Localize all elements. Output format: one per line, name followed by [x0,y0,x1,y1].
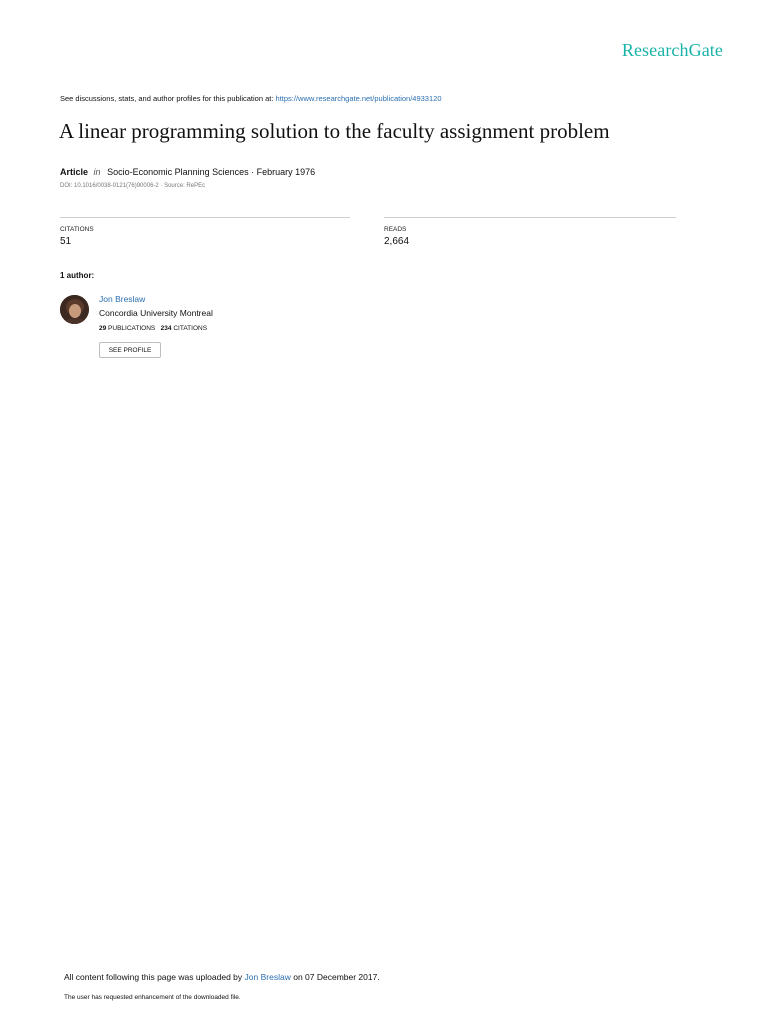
publication-type: Article [60,167,89,177]
see-profile-button[interactable]: SEE PROFILE [99,342,161,358]
author-name-link[interactable]: Jon Breslaw [99,294,146,304]
publication-url-link[interactable]: https://www.researchgate.net/publication/4933120 [275,94,442,103]
citations-divider [60,217,350,218]
author-citations-label: CITATIONS [173,325,208,332]
footer-uploader-link[interactable]: Jon Breslaw [244,972,291,982]
citations-value: 51 [60,236,72,247]
publication-title: A linear programming solution to the faculty assignment problem [59,119,610,143]
footer-upload-suffix: on 07 December 2017. [293,972,380,982]
publication-in-label: in [93,167,101,177]
authors-label: 1 author: [60,271,95,280]
researchgate-logo[interactable]: ResearchGate [621,40,723,60]
author-avatar[interactable] [60,295,89,324]
author-photo-icon [60,295,89,324]
header-note [60,94,442,103]
footer-upload-note [64,972,380,982]
citations-label: CITATIONS [60,226,94,233]
reads-label: READS [384,226,407,233]
footer-request-note: The user has requested enhancement of the downloaded file. [64,994,241,1001]
footer-upload-prefix: All content following this page was uploaded by [64,972,243,982]
header-note-text: See discussions, stats, and author profiles for this publication at: [60,94,274,103]
reads-divider [384,217,676,218]
author-publications-label: PUBLICATIONS [108,325,156,332]
publication-venue-date: Socio-Economic Planning Sciences · February 1976 [107,167,316,177]
publication-meta [60,167,315,177]
author-stats [99,325,207,332]
reads-value: 2,664 [384,236,410,247]
publication-doi: DOI: 10.1016/0038-0121(76)90006-2 · Source: RePEc [60,183,206,189]
author-publications-count: 29 [99,325,107,332]
author-institution: Concordia University Montreal [99,308,213,318]
author-citations-count: 234 [160,325,172,332]
